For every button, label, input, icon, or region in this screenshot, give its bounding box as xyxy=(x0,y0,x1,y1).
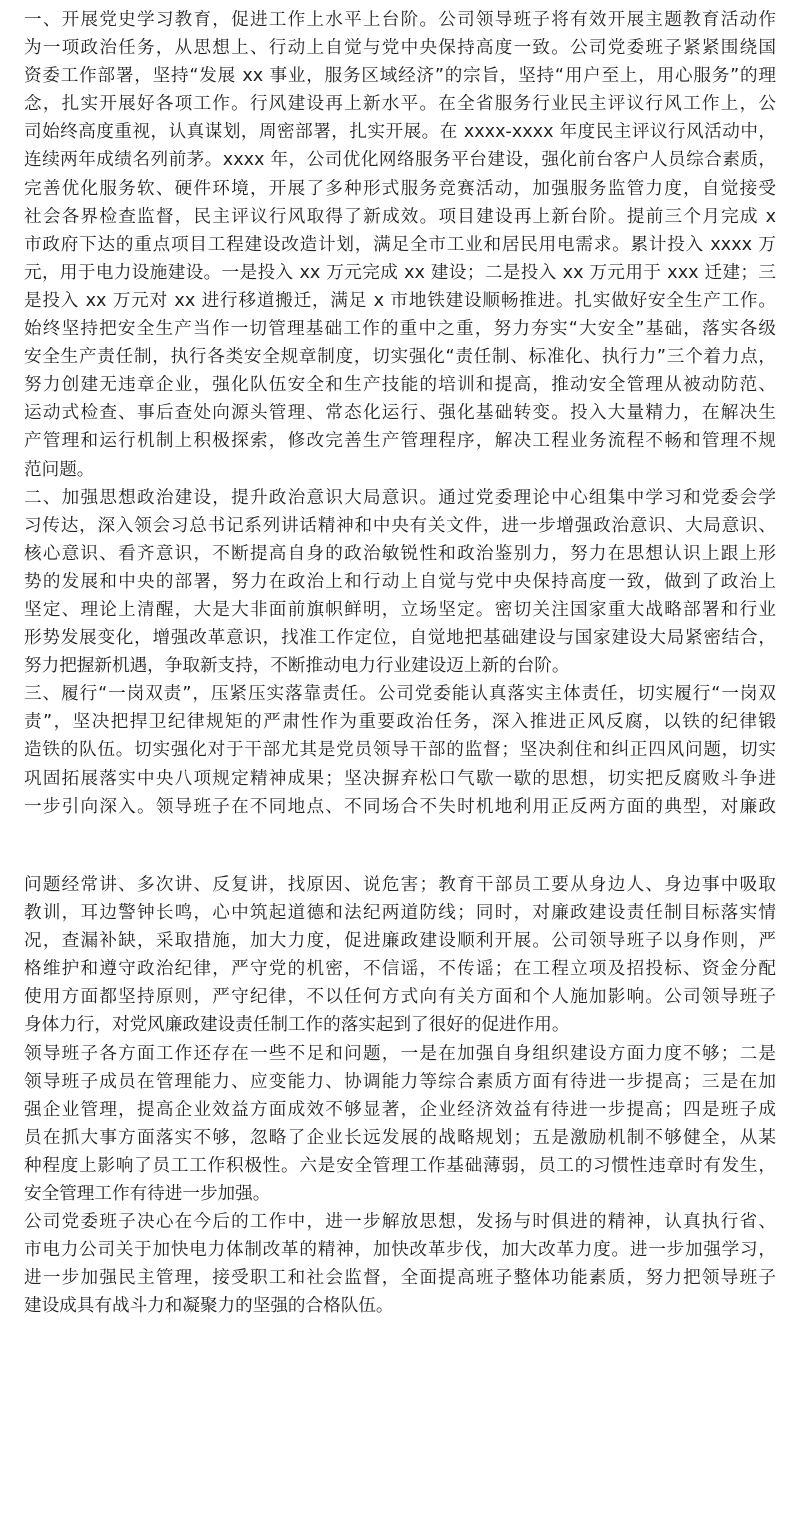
text-line: 使用方面都坚持原则，严守纪律，不以任何方式向有关方面和个人施加影响。公司领导班子 xyxy=(24,987,776,1008)
text-line: 责”，坚决把捍卫纪律规矩的严肃性作为重要政治任务，深入推进正风反腐，以铁的纪律锻 xyxy=(24,712,776,733)
text-line: 格维护和遵守政治纪律，严守党的机密，不信谣，不传谣；在工程立项及招投标、资金分配 xyxy=(24,959,776,980)
paragraph xyxy=(24,871,776,1040)
text-line: 为一项政治任务，从思想上、行动上自觉与党中央保持高度一致。公司党委班子紧紧围绕国 xyxy=(24,38,776,59)
text-line: 一、开展党史学习教育，促进工作上水平上台阶。公司领导班子将有效开展主题教育活动作 xyxy=(24,10,776,30)
paragraph xyxy=(24,484,776,681)
text-line: 念，扎实开展好各项工作。行风建设再上新水平。在全省服务行业民主评议行风工作上，公 xyxy=(24,94,776,115)
paragraph xyxy=(24,1208,776,1320)
text-line: 问题经常讲、多次讲、反复讲，找原因、说危害；教育干部员工要从身边人、身边事中吸取 xyxy=(24,875,776,895)
page-1-body xyxy=(24,6,776,821)
text-line: 资委工作部署，坚持“发展 xx 事业，服务区域经济”的宗旨，坚持“用户至上，用心服务”的理 xyxy=(24,66,776,87)
paragraph xyxy=(24,1040,776,1209)
text-line: 领导班子各方面工作还存在一些不足和问题，一是在加强自身组织建设方面力度不够；二是 xyxy=(24,1043,776,1064)
text-line: 三、履行“一岗双责”，压紧压实落靠责任。公司党委能认真落实主体责任，切实履行“一岗双 xyxy=(24,684,776,705)
paragraph xyxy=(24,680,776,820)
text-line: 范问题。 xyxy=(24,459,95,480)
text-line: 员在抓大事方面落实不够，忽略了企业长远发展的战略规划；五是激励机制不够健全，从某 xyxy=(24,1127,776,1148)
text-line: 巩固拓展落实中央八项规定精神成果；坚决摒弃松口气歇一歇的思想，切实把反腐败斗争进 xyxy=(24,768,776,789)
text-line: 身体力行，对党风廉政建设责任制工作的落实起到了很好的促进作用。 xyxy=(24,1015,570,1036)
text-line: 造铁的队伍。切实强化对于干部尤其是党员领导干部的监督；坚决刹住和纠正四风问题，切实 xyxy=(24,740,776,761)
text-line: 元，用于电力设施建设。一是投入 xx 万元完成 xx 建设；二是投入 xx 万元用于 xxx 迁建；三 xyxy=(24,262,776,283)
text-line: 运动式检查、事后查处向源头管理、常态化运行、强化基础转变。投入大量精力，在解决生 xyxy=(24,403,776,424)
text-line: 公司党委班子决心在今后的工作中，进一步解放思想，发扬与时俱进的精神，认真执行省、 xyxy=(24,1212,776,1233)
text-line: 一步引向深入。领导班子在不同地点、不同场合不失时机地利用正反两方面的典型，对廉政 xyxy=(24,796,776,817)
paragraph xyxy=(24,6,776,484)
text-line: 二、加强思想政治建设，提升政治意识大局意识。通过党委理论中心组集中学习和党委会学 xyxy=(24,487,776,508)
text-line: 况，查漏补缺，采取措施，加大力度，促进廉政建设顺利开展。公司领导班子以身作则，严 xyxy=(24,931,776,952)
text-line: 建设成具有战斗力和凝聚力的坚强的合格队伍。 xyxy=(24,1296,394,1317)
text-line: 努力创建无违章企业，强化队伍安全和生产技能的培训和提高，推动安全管理从被动防范、 xyxy=(24,375,776,396)
text-line: 坚定、理论上清醒，大是大非面前旗帜鲜明，立场坚定。密切关注国家重大战略部署和行业 xyxy=(24,599,776,620)
text-line: 司始终高度重视，认真谋划，周密部署，扎实开展。在 xxxx-xxxx 年度民主评议行风活动中， xyxy=(24,122,776,143)
text-line: 完善优化服务软、硬件环境，开展了多种形式服务竞赛活动，加强服务监管力度，自觉接受 xyxy=(24,178,776,199)
text-line: 形势发展变化，增强改革意识，找准工作定位，自觉地把基础建设与国家建设大局紧密结合， xyxy=(24,628,776,649)
text-line: 习传达，深入领会习总书记系列讲话精神和中央有关文件，进一步增强政治意识、大局意识、 xyxy=(24,515,776,536)
text-line: 努力把握新机遇，争取新支持，不断推动电力行业建设迈上新的台阶。 xyxy=(24,656,570,677)
text-line: 产管理和运行机制上积极探索，修改完善生产管理程序，解决工程业务流程不畅和管理不规 xyxy=(24,431,776,452)
text-line: 强企业管理，提高企业效益方面成效不够显著，企业经济效益有待进一步提高；四是班子成 xyxy=(24,1099,776,1120)
text-line: 市电力公司关于加快电力体制改革的精神，加快改革步伐，加大改革力度。进一步加强学习， xyxy=(24,1240,776,1261)
text-line: 是投入 xx 万元对 xx 进行移道搬迁，满足 x 市地铁建设顺畅推进。扎实做好安全生产工作。 xyxy=(24,290,776,311)
text-line: 进一步加强民主管理，接受职工和社会监督，全面提高班子整体功能素质，努力把领导班子 xyxy=(24,1268,776,1289)
text-line: 教训，耳边警钟长鸣，心中筑起道德和法纪两道防线；同时，对廉政建设责任制目标落实情 xyxy=(24,903,776,924)
text-line: 势的发展和中央的部署，努力在政治上和行动上自觉与党中央保持高度一致，做到了政治上 xyxy=(24,571,776,592)
text-line: 始终坚持把安全生产当作一切管理基础工作的重中之重，努力夯实“大安全”基础，落实各级 xyxy=(24,319,776,340)
text-line: 核心意识、看齐意识，不断提高自身的政治敏锐性和政治鉴别力，努力在思想认识上跟上形 xyxy=(24,543,776,564)
text-line: 社会各界检查监督，民主评议行风取得了新成效。项目建设再上新台阶。提前三个月完成 x xyxy=(24,206,776,227)
text-line: 种程度上影响了员工工作积极性。六是安全管理工作基础薄弱，员工的习惯性违章时有发生， xyxy=(24,1155,776,1176)
text-line: 领导班子成员在管理能力、应变能力、协调能力等综合素质方面有待进一步提高；三是在加 xyxy=(24,1071,776,1092)
text-line: 市政府下达的重点项目工程建设改造计划，满足全市工业和居民用电需求。累计投入 xxxx 万 xyxy=(24,234,776,255)
text-line: 安全生产责任制，执行各类安全规章制度，切实强化“责任制、标准化、执行力”三个着力点， xyxy=(24,347,776,368)
text-line: 安全管理工作有待进一步加强。 xyxy=(24,1184,271,1205)
text-line: 连续两年成绩名列前茅。xxxx 年，公司优化网络服务平台建设，强化前台客户人员综合素质， xyxy=(24,150,776,171)
page-2-body xyxy=(24,871,776,1321)
